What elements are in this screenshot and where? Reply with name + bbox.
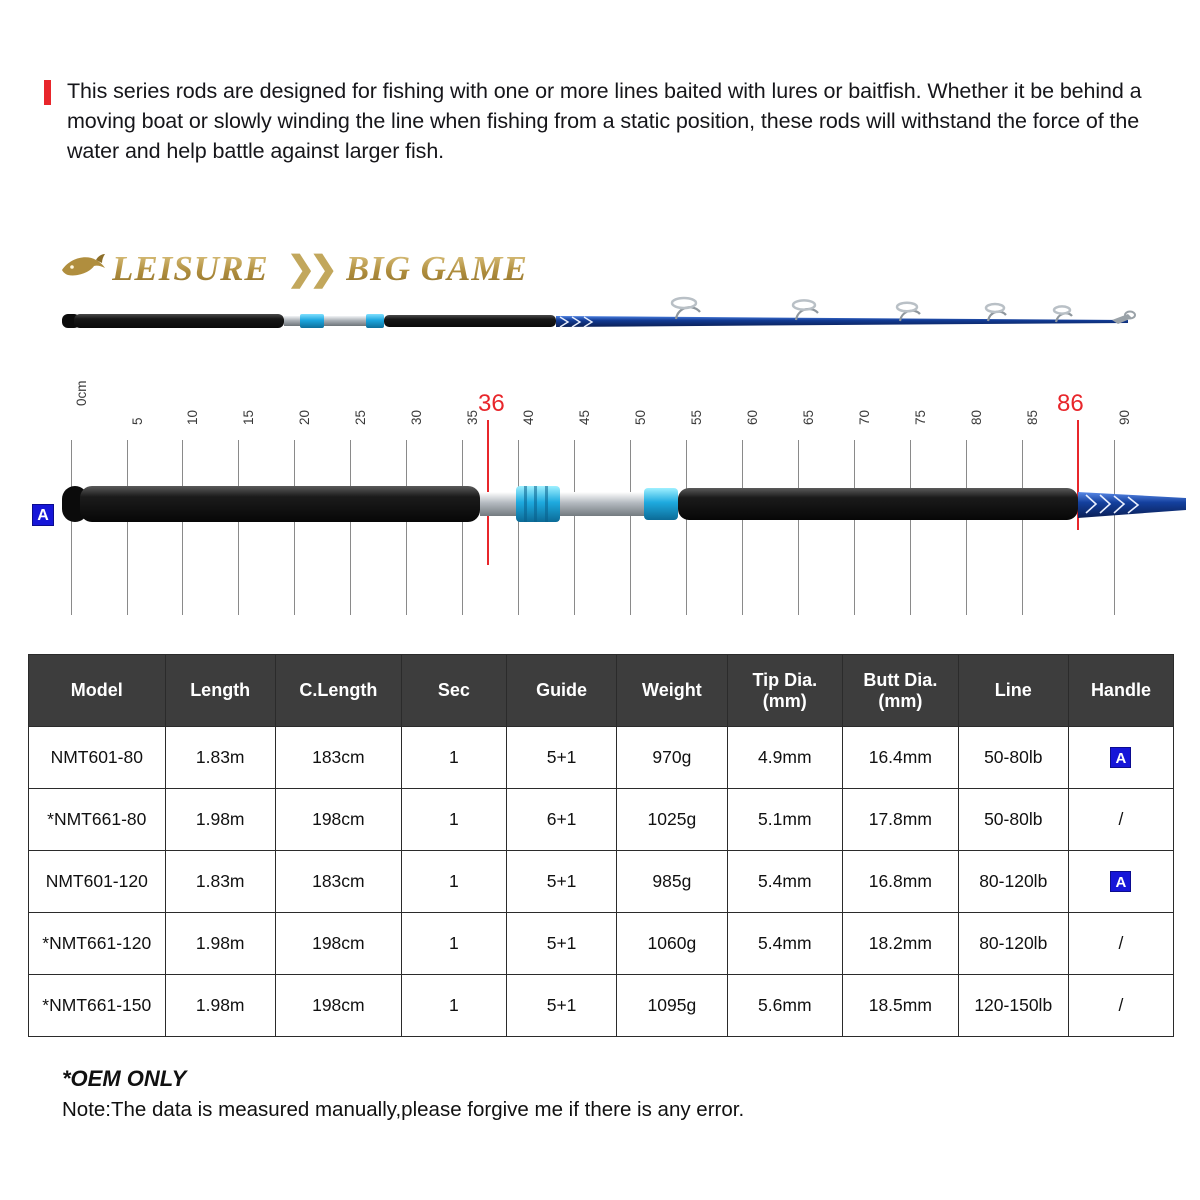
oem-only-label: *OEM ONLY: [62, 1066, 187, 1091]
cell-tip-dia: 4.9mm: [727, 727, 843, 789]
tip-dia-line2: (mm): [762, 690, 807, 711]
ruler-tick-25: 25: [353, 409, 368, 425]
rod-illustration-measured: [0, 480, 1200, 550]
cell-model: NMT601-120: [29, 851, 166, 913]
column-header-sec: Sec: [401, 655, 506, 727]
ruler-tick-30: 30: [409, 409, 424, 425]
cell-sec: 1: [401, 975, 506, 1037]
column-header-line: Line: [958, 655, 1068, 727]
cell-sec: 1: [401, 851, 506, 913]
handle-badge: A: [1110, 871, 1131, 892]
cell-clength: 183cm: [275, 851, 401, 913]
cell-handle: /: [1068, 913, 1173, 975]
cell-length: 1.83m: [165, 851, 275, 913]
butt-dia-line2: (mm): [878, 690, 923, 711]
red-accent-bar: [44, 80, 51, 105]
cell-line: 120-150lb: [958, 975, 1068, 1037]
cell-model: *NMT661-120: [29, 913, 166, 975]
cell-length: 1.98m: [165, 913, 275, 975]
handle-type-badge: A: [32, 504, 54, 526]
cell-sec: 1: [401, 913, 506, 975]
intro-block: [44, 76, 1154, 166]
cell-tip-dia: 5.4mm: [727, 913, 843, 975]
brand-logo: [60, 246, 528, 292]
cell-weight: 1025g: [617, 789, 727, 851]
ruler-tick-80: 80: [969, 409, 984, 425]
cell-line: 50-80lb: [958, 727, 1068, 789]
ruler-tick-45: 45: [577, 409, 592, 425]
ruler-tick-85: 85: [1025, 409, 1040, 425]
rod-illustration-full: [0, 292, 1200, 352]
brand-name: LEISURE: [112, 249, 269, 288]
cell-handle: [1068, 727, 1173, 789]
ruler-tick-60: 60: [745, 409, 760, 425]
cell-tip-dia: 5.4mm: [727, 851, 843, 913]
fish-icon: [60, 252, 106, 287]
cell-sec: 1: [401, 727, 506, 789]
cell-guide: 5+1: [506, 975, 616, 1037]
cell-guide: 6+1: [506, 789, 616, 851]
column-header-guide: Guide: [506, 655, 616, 727]
cell-weight: 970g: [617, 727, 727, 789]
cell-guide: 5+1: [506, 727, 616, 789]
cell-tip-dia: 5.6mm: [727, 975, 843, 1037]
ruler-tick-70: 70: [857, 409, 872, 425]
chevron-double-right-icon: ❯❯: [286, 250, 332, 288]
column-header-model: Model: [29, 655, 166, 727]
specification-table: [28, 654, 1174, 1037]
column-header-tip-dia: [727, 655, 843, 727]
column-header-butt-dia: [843, 655, 959, 727]
tip-dia-line1: Tip Dia.: [752, 669, 818, 690]
intro-text: This series rods are designed for fishing with one or more lines baited with lures or baitfish. Whether it be behind a moving boat or slowly winding the line when fishing from a static position, these rods will withstand the force of the water and help battle against larger fish.: [67, 79, 1142, 163]
column-header-length: Length: [165, 655, 275, 727]
cell-handle: /: [1068, 975, 1173, 1037]
ruler-tick-10: 10: [185, 409, 200, 425]
marker-label-36: 36: [478, 390, 505, 417]
cell-butt-dia: 16.8mm: [843, 851, 959, 913]
cell-handle: [1068, 851, 1173, 913]
cell-tip-dia: 5.1mm: [727, 789, 843, 851]
cell-model: NMT601-80: [29, 727, 166, 789]
cell-clength: 198cm: [275, 789, 401, 851]
ruler-tick-75: 75: [913, 409, 928, 425]
ruler-tick-15: 15: [241, 409, 256, 425]
butt-dia-line1: Butt Dia.: [863, 669, 938, 690]
cell-weight: 1060g: [617, 913, 727, 975]
cell-guide: 5+1: [506, 913, 616, 975]
cell-butt-dia: 16.4mm: [843, 727, 959, 789]
column-header-weight: Weight: [617, 655, 727, 727]
cell-weight: 985g: [617, 851, 727, 913]
table-header-row: [29, 655, 1174, 727]
ruler-tick-20: 20: [297, 409, 312, 425]
cell-butt-dia: 17.8mm: [843, 789, 959, 851]
cell-weight: 1095g: [617, 975, 727, 1037]
cell-length: 1.98m: [165, 789, 275, 851]
table-row: [29, 727, 1174, 789]
cell-clength: 198cm: [275, 913, 401, 975]
cell-line: 50-80lb: [958, 789, 1068, 851]
marker-label-86: 86: [1057, 390, 1084, 417]
brand-series: BIG GAME: [345, 249, 528, 288]
handle-badge: A: [1110, 747, 1131, 768]
table-row: [29, 975, 1174, 1037]
cell-length: 1.83m: [165, 727, 275, 789]
cell-clength: 198cm: [275, 975, 401, 1037]
cell-length: 1.98m: [165, 975, 275, 1037]
ruler-tick-55: 55: [689, 409, 704, 425]
column-header-clength: C.Length: [275, 655, 401, 727]
cell-clength: 183cm: [275, 727, 401, 789]
ruler-tick-40: 40: [521, 409, 536, 425]
cell-line: 80-120lb: [958, 913, 1068, 975]
ruler-tick-5: 5: [130, 417, 145, 425]
ruler-tick-90: 90: [1117, 409, 1132, 425]
table-row: [29, 913, 1174, 975]
cell-sec: 1: [401, 789, 506, 851]
cell-butt-dia: 18.5mm: [843, 975, 959, 1037]
ruler-tick-65: 65: [801, 409, 816, 425]
cell-line: 80-120lb: [958, 851, 1068, 913]
cell-butt-dia: 18.2mm: [843, 913, 959, 975]
cell-model: *NMT661-150: [29, 975, 166, 1037]
ruler-tick-50: 50: [633, 409, 648, 425]
cell-handle: /: [1068, 789, 1173, 851]
table-row: [29, 789, 1174, 851]
measurement-diagram: [0, 380, 1200, 610]
ruler-tick-35: 35: [465, 409, 480, 425]
cell-guide: 5+1: [506, 851, 616, 913]
cell-model: *NMT661-80: [29, 789, 166, 851]
measurement-note: Note:The data is measured manually,please forgive me if there is any error.: [62, 1098, 745, 1121]
table-row: [29, 851, 1174, 913]
column-header-handle: Handle: [1068, 655, 1173, 727]
ruler-tick-0cm: 0cm: [74, 380, 89, 406]
